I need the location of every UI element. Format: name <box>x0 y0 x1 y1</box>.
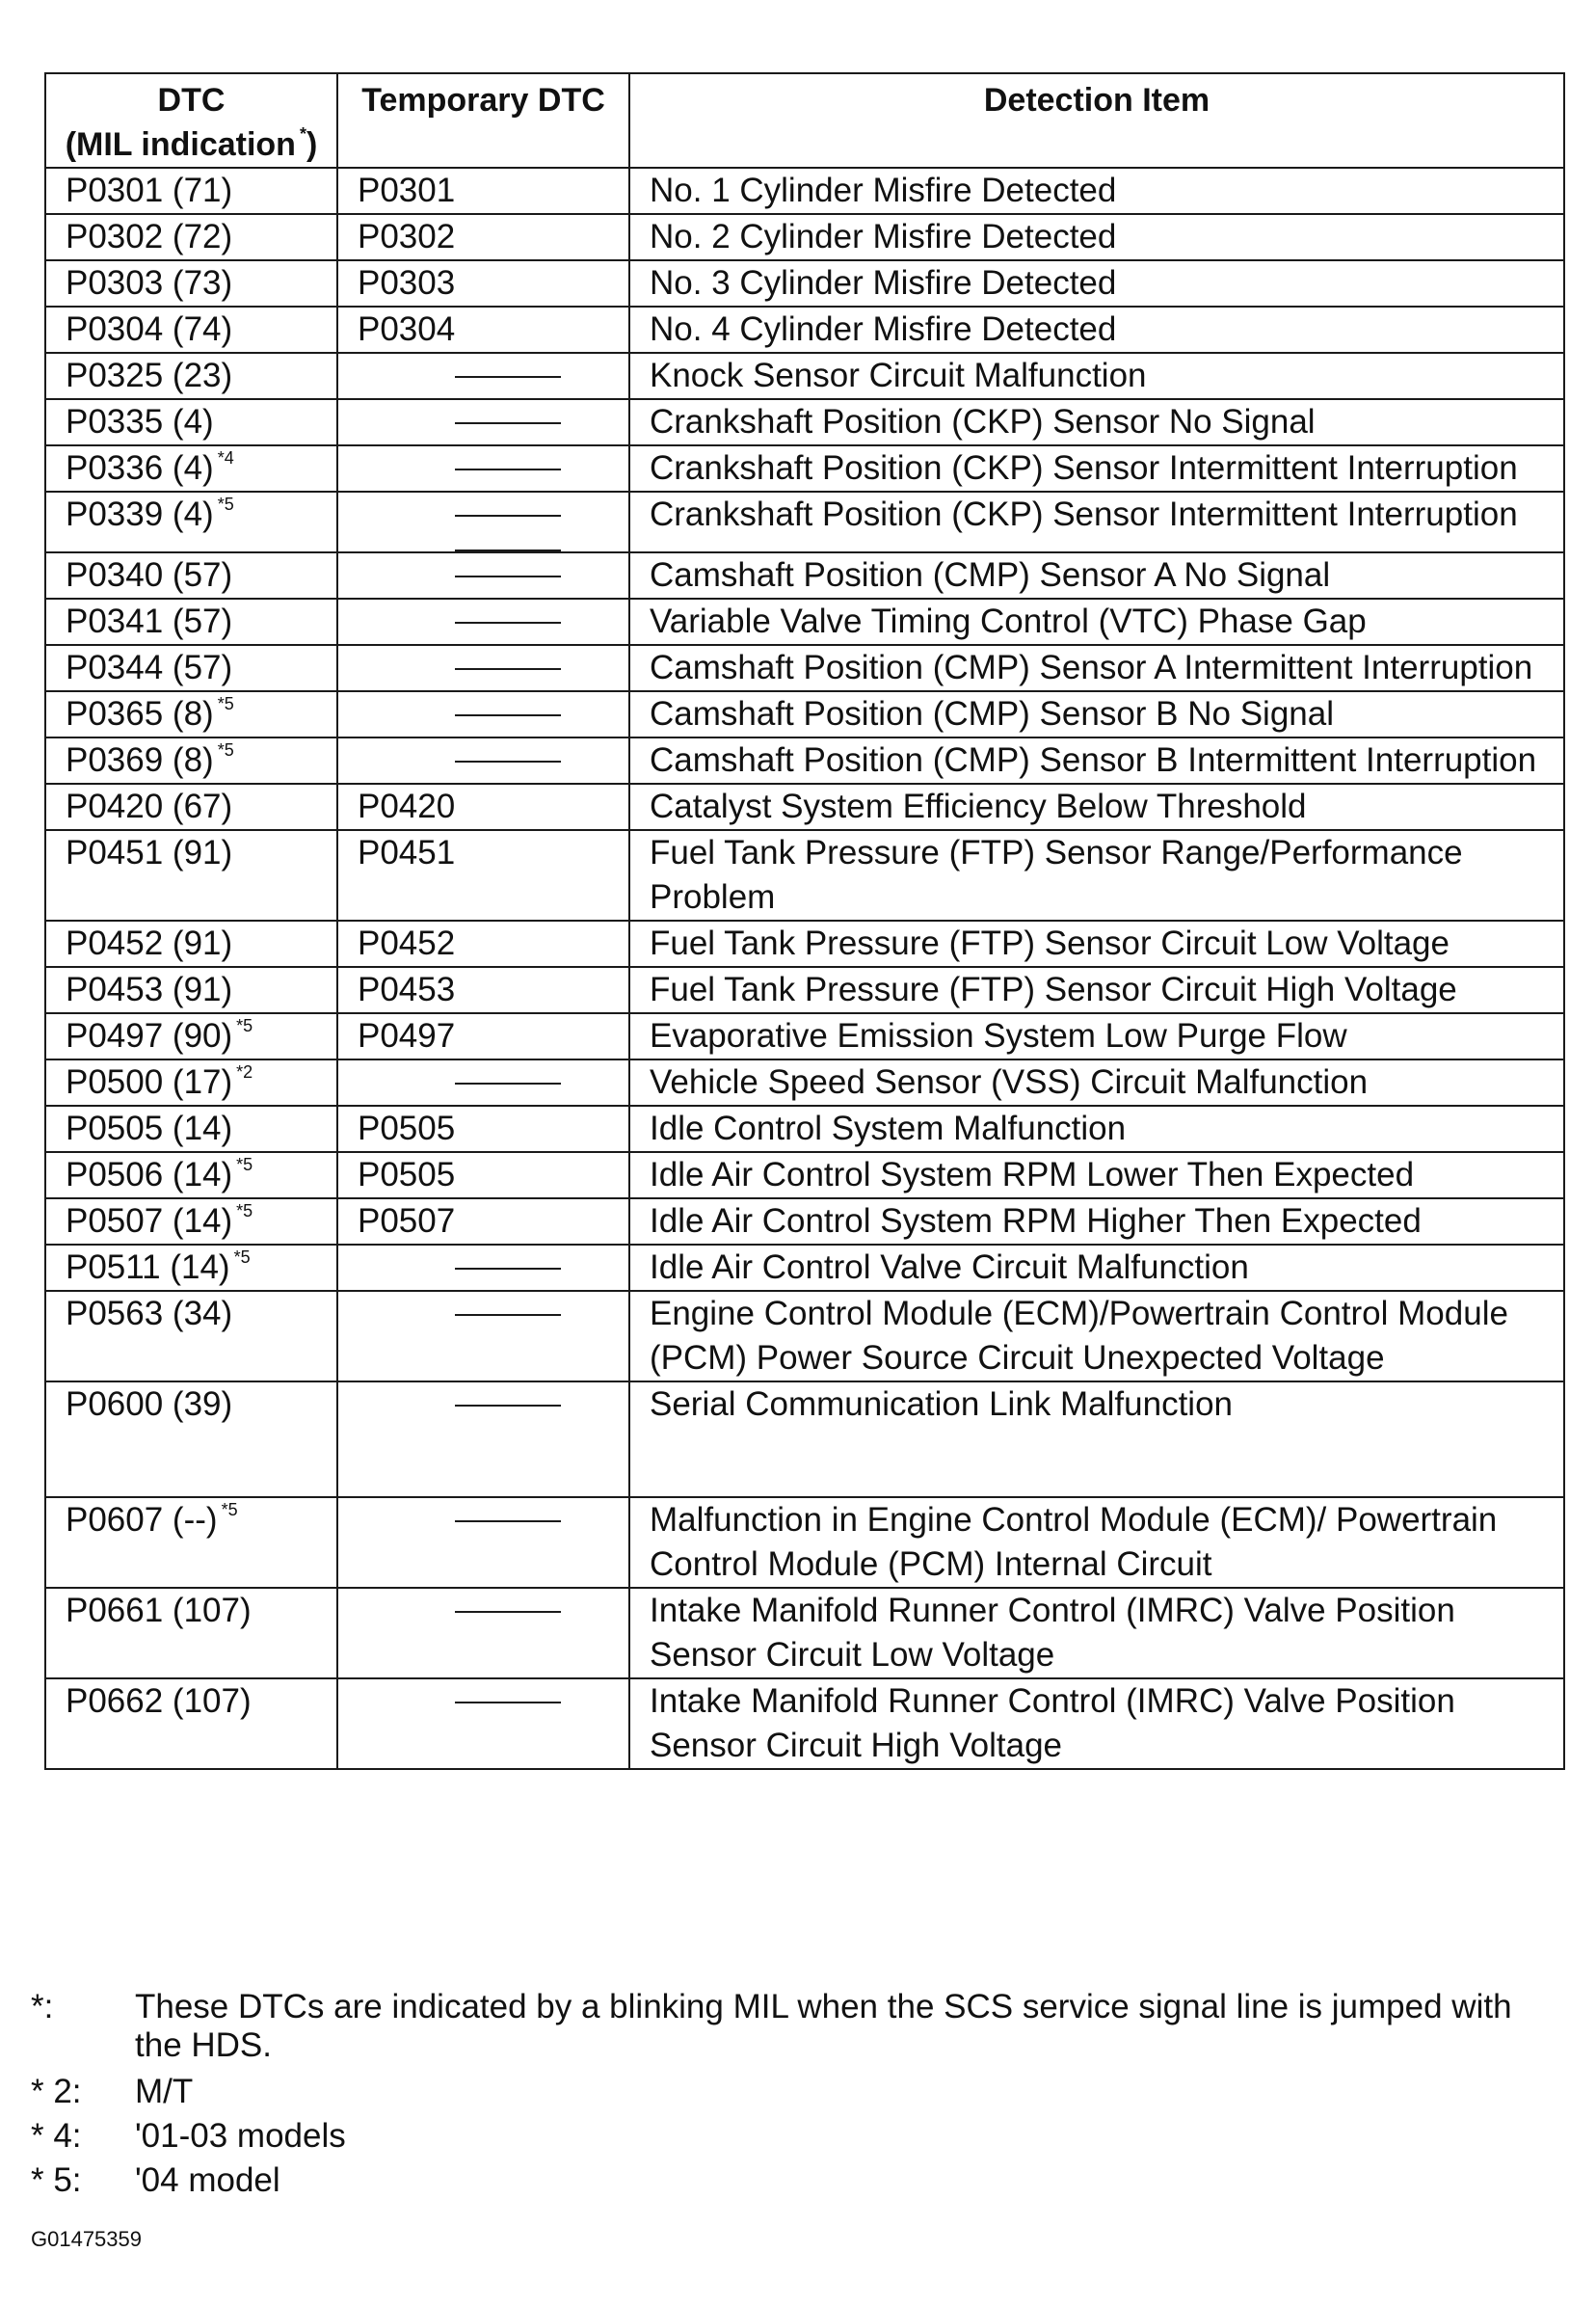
temporary-dtc-cell <box>337 445 629 492</box>
no-temporary-dtc-dash <box>455 668 561 670</box>
dtc-footnote-ref: *5 <box>217 694 234 713</box>
dtc-cell <box>45 1291 337 1381</box>
detection-item-cell: No. 2 Cylinder Misfire Detected <box>629 214 1564 260</box>
temporary-dtc-cell <box>337 599 629 645</box>
detection-item-cell: No. 3 Cylinder Misfire Detected <box>629 260 1564 307</box>
table-row <box>45 552 1564 599</box>
footnote <box>31 2161 1563 2200</box>
table-row <box>45 399 1564 445</box>
no-temporary-dtc-dash <box>455 422 561 424</box>
detection-item-cell: Serial Communication Link Malfunction <box>629 1381 1564 1497</box>
table-row <box>45 967 1564 1013</box>
header-mil-label <box>46 122 336 167</box>
footnote <box>31 2117 1563 2156</box>
dtc-code: P0607 (--) <box>66 1501 218 1539</box>
header-row <box>45 73 1564 168</box>
detection-item-cell: Crankshaft Position (CKP) Sensor No Signal <box>629 399 1564 445</box>
dtc-code: P0303 (73) <box>66 264 233 302</box>
temporary-dtc-cell <box>337 399 629 445</box>
dash-group <box>338 400 628 424</box>
no-temporary-dtc-dash <box>455 761 561 763</box>
dtc-footnote-ref: *5 <box>221 1500 238 1519</box>
dtc-code: P0500 (17) <box>66 1063 233 1101</box>
detection-item-cell: Idle Air Control System RPM Higher Then Expected <box>629 1198 1564 1245</box>
dtc-code: P0506 (14) <box>66 1156 233 1193</box>
dash-group <box>338 738 628 763</box>
dtc-cell <box>45 737 337 784</box>
dtc-code: P0505 (14) <box>66 1110 233 1147</box>
dtc-cell <box>45 599 337 645</box>
detection-item-cell: Fuel Tank Pressure (FTP) Sensor Circuit High Voltage <box>629 967 1564 1013</box>
dtc-code: P0336 (4) <box>66 449 214 487</box>
table-row <box>45 1013 1564 1059</box>
table-row <box>45 784 1564 830</box>
temporary-dtc-cell <box>337 353 629 399</box>
temporary-dtc-code: P0451 <box>358 834 456 871</box>
dtc-cell <box>45 492 337 552</box>
header-mil-text: (MIL indication <box>65 126 296 163</box>
dash-group <box>338 1679 628 1703</box>
temporary-dtc-code: P0453 <box>358 971 456 1008</box>
detection-item-cell: Camshaft Position (CMP) Sensor B No Signal <box>629 691 1564 737</box>
footnote-text: These DTCs are indicated by a blinking MIL when the SCS service signal line is jumped with the HDS. <box>135 1988 1512 2064</box>
no-temporary-dtc-dash <box>455 1405 561 1407</box>
dtc-code: P0340 (57) <box>66 556 233 594</box>
no-temporary-dtc-dash <box>455 1083 561 1085</box>
dtc-footnote-ref: *2 <box>236 1062 253 1082</box>
temporary-dtc-cell <box>337 1291 629 1381</box>
dtc-code: P0600 (39) <box>66 1385 233 1423</box>
detection-item-cell: Knock Sensor Circuit Malfunction <box>629 353 1564 399</box>
footnote-text: '01-03 models <box>135 2117 346 2155</box>
dtc-code: P0339 (4) <box>66 496 214 533</box>
dtc-footnote-ref: *5 <box>236 1016 253 1035</box>
temporary-dtc-cell <box>337 1198 629 1245</box>
temporary-dtc-cell <box>337 1245 629 1291</box>
footnote-text: M/T <box>135 2073 194 2110</box>
dtc-table-body <box>45 168 1564 1769</box>
no-temporary-dtc-dash <box>455 376 561 378</box>
dtc-cell <box>45 445 337 492</box>
dtc-table <box>44 72 1565 1770</box>
temporary-dtc-cell <box>337 1013 629 1059</box>
dash-group <box>338 493 628 551</box>
temporary-dtc-code: P0301 <box>358 172 456 209</box>
table-row <box>45 307 1564 353</box>
footnote <box>31 2073 1563 2111</box>
temporary-dtc-code: P0303 <box>358 264 456 302</box>
dtc-cell <box>45 552 337 599</box>
dtc-cell <box>45 967 337 1013</box>
dtc-code: P0661 (107) <box>66 1592 252 1629</box>
dtc-footnote-ref: *5 <box>217 495 234 514</box>
header-mil-sup: * <box>299 124 306 144</box>
temporary-dtc-cell <box>337 645 629 691</box>
table-row <box>45 1678 1564 1769</box>
temporary-dtc-code: P0505 <box>358 1110 456 1147</box>
detection-item-cell: Idle Air Control System RPM Lower Then Expected <box>629 1152 1564 1198</box>
dtc-code: P0304 (74) <box>66 310 233 348</box>
dtc-code: P0497 (90) <box>66 1017 233 1055</box>
dtc-cell <box>45 784 337 830</box>
table-row <box>45 353 1564 399</box>
dtc-cell <box>45 1497 337 1588</box>
dtc-cell <box>45 260 337 307</box>
table-row <box>45 260 1564 307</box>
table-row <box>45 691 1564 737</box>
detection-item-cell: Crankshaft Position (CKP) Sensor Intermittent Interruption <box>629 492 1564 552</box>
dtc-cell <box>45 399 337 445</box>
header-dtc <box>45 73 337 168</box>
dtc-code: P0452 (91) <box>66 925 233 962</box>
temporary-dtc-cell <box>337 168 629 214</box>
table-row <box>45 921 1564 967</box>
no-temporary-dtc-dash <box>455 1611 561 1613</box>
dtc-footnote-ref: *5 <box>236 1201 253 1220</box>
dtc-cell <box>45 1588 337 1678</box>
temporary-dtc-code: P0304 <box>358 310 456 348</box>
temporary-dtc-cell <box>337 307 629 353</box>
table-row <box>45 1245 1564 1291</box>
detection-item-cell: Crankshaft Position (CKP) Sensor Intermittent Interruption <box>629 445 1564 492</box>
dash-group <box>338 553 628 577</box>
no-temporary-dtc-dash <box>455 1314 561 1316</box>
temporary-dtc-cell <box>337 1497 629 1588</box>
dash-group <box>338 692 628 716</box>
temporary-dtc-cell <box>337 214 629 260</box>
detection-item-cell: No. 4 Cylinder Misfire Detected <box>629 307 1564 353</box>
dtc-cell <box>45 921 337 967</box>
temporary-dtc-cell <box>337 1678 629 1769</box>
no-temporary-dtc-dash <box>455 1268 561 1270</box>
dtc-cell <box>45 691 337 737</box>
no-temporary-dtc-dash <box>455 576 561 577</box>
temporary-dtc-cell <box>337 260 629 307</box>
footnote-mark: * 4: <box>31 2117 82 2155</box>
temporary-dtc-code: P0302 <box>358 218 456 255</box>
footnote-mark: *: <box>31 1988 54 2025</box>
dtc-cell <box>45 1013 337 1059</box>
dtc-cell <box>45 830 337 921</box>
detection-item-cell: Vehicle Speed Sensor (VSS) Circuit Malfunction <box>629 1059 1564 1106</box>
dash-group <box>338 600 628 624</box>
footnotes <box>31 1988 1563 2200</box>
dtc-cell <box>45 307 337 353</box>
dash-group <box>338 354 628 378</box>
table-row <box>45 1588 1564 1678</box>
detection-item-cell: Malfunction in Engine Control Module (ECM)/ Powertrain Control Module (PCM) Internal Circuit <box>629 1497 1564 1588</box>
dtc-code: P0662 (107) <box>66 1682 252 1720</box>
table-row <box>45 599 1564 645</box>
footnote-mark: * 2: <box>31 2073 82 2110</box>
dtc-code: P0365 (8) <box>66 695 214 733</box>
dash-group <box>338 1292 628 1316</box>
dtc-code: P0325 (23) <box>66 357 233 394</box>
dtc-cell <box>45 214 337 260</box>
dtc-footnote-ref: *5 <box>217 740 234 760</box>
dtc-code: P0301 (71) <box>66 172 233 209</box>
dtc-code: P0511 (14) <box>66 1248 230 1286</box>
detection-item-cell: Engine Control Module (ECM)/Powertrain Control Module (PCM) Power Source Circuit Unexpected Voltage <box>629 1291 1564 1381</box>
no-temporary-dtc-dash <box>455 1702 561 1703</box>
footnote-text: '04 model <box>135 2161 280 2199</box>
temporary-dtc-code: P0420 <box>358 788 456 825</box>
dash-group <box>338 646 628 670</box>
table-row <box>45 1059 1564 1106</box>
dtc-code: P0344 (57) <box>66 649 233 686</box>
table-row <box>45 168 1564 214</box>
dtc-code: P0369 (8) <box>66 741 214 779</box>
temporary-dtc-code: P0507 <box>358 1202 456 1240</box>
detection-item-cell: Intake Manifold Runner Control (IMRC) Valve Position Sensor Circuit Low Voltage <box>629 1588 1564 1678</box>
table-row <box>45 737 1564 784</box>
temporary-dtc-cell <box>337 784 629 830</box>
image-code: G01475359 <box>31 2227 142 2251</box>
detection-item-cell: Evaporative Emission System Low Purge Flow <box>629 1013 1564 1059</box>
dtc-cell <box>45 353 337 399</box>
footnote-mark: * 5: <box>31 2161 82 2199</box>
dtc-cell <box>45 645 337 691</box>
dtc-cell <box>45 1245 337 1291</box>
detection-item-cell: Idle Control System Malfunction <box>629 1106 1564 1152</box>
table-row <box>45 830 1564 921</box>
no-temporary-dtc-dash <box>455 622 561 624</box>
no-temporary-dtc-dash <box>455 469 561 470</box>
dtc-cell <box>45 1106 337 1152</box>
detection-item-cell: No. 1 Cylinder Misfire Detected <box>629 168 1564 214</box>
table-row <box>45 492 1564 552</box>
dash-group <box>338 1589 628 1613</box>
dtc-code: P0335 (4) <box>66 403 214 441</box>
detection-item-cell: Intake Manifold Runner Control (IMRC) Valve Position Sensor Circuit High Voltage <box>629 1678 1564 1769</box>
temporary-dtc-cell <box>337 830 629 921</box>
temporary-dtc-cell <box>337 1588 629 1678</box>
temporary-dtc-cell <box>337 1106 629 1152</box>
detection-item-cell: Fuel Tank Pressure (FTP) Sensor Circuit Low Voltage <box>629 921 1564 967</box>
dtc-footnote-ref: *5 <box>236 1155 253 1174</box>
table-row <box>45 445 1564 492</box>
no-temporary-dtc-dash <box>455 550 561 551</box>
dtc-code: P0453 (91) <box>66 971 233 1008</box>
temporary-dtc-cell <box>337 737 629 784</box>
temporary-dtc-code: P0505 <box>358 1156 456 1193</box>
dtc-footnote-ref: *5 <box>233 1247 251 1267</box>
dash-group <box>338 1498 628 1522</box>
temporary-dtc-cell <box>337 1381 629 1497</box>
dtc-cell <box>45 1198 337 1245</box>
table-row <box>45 214 1564 260</box>
dtc-footnote-ref: *4 <box>217 448 234 468</box>
temporary-dtc-code: P0497 <box>358 1017 456 1055</box>
no-temporary-dtc-dash <box>455 515 561 517</box>
no-temporary-dtc-dash <box>455 1520 561 1522</box>
table-row <box>45 1198 1564 1245</box>
table-row <box>45 1291 1564 1381</box>
detection-item-cell: Camshaft Position (CMP) Sensor B Intermittent Interruption <box>629 737 1564 784</box>
detection-item-cell: Variable Valve Timing Control (VTC) Phase Gap <box>629 599 1564 645</box>
dtc-code: P0451 (91) <box>66 834 233 871</box>
table-row <box>45 1106 1564 1152</box>
temporary-dtc-cell <box>337 552 629 599</box>
detection-item-cell: Camshaft Position (CMP) Sensor A No Signal <box>629 552 1564 599</box>
detection-item-cell: Fuel Tank Pressure (FTP) Sensor Range/Performance Problem <box>629 830 1564 921</box>
dtc-code: P0302 (72) <box>66 218 233 255</box>
temporary-dtc-cell <box>337 1059 629 1106</box>
dtc-code: P0420 (67) <box>66 788 233 825</box>
dtc-cell <box>45 168 337 214</box>
temporary-dtc-cell <box>337 492 629 552</box>
table-row <box>45 1152 1564 1198</box>
temporary-dtc-cell <box>337 1152 629 1198</box>
dash-group <box>338 1246 628 1270</box>
dash-group <box>338 1060 628 1085</box>
dash-group <box>338 446 628 470</box>
dtc-cell <box>45 1152 337 1198</box>
dtc-cell <box>45 1678 337 1769</box>
dtc-cell <box>45 1059 337 1106</box>
dash-group <box>338 1382 628 1407</box>
dtc-code: P0563 (34) <box>66 1295 233 1332</box>
header-mil-close: ) <box>306 126 318 163</box>
detection-item-cell: Camshaft Position (CMP) Sensor A Intermittent Interruption <box>629 645 1564 691</box>
temporary-dtc-code: P0452 <box>358 925 456 962</box>
header-detection-item: Detection Item <box>629 73 1564 168</box>
header-temporary-dtc: Temporary DTC <box>337 73 629 168</box>
table-row <box>45 1381 1564 1497</box>
header-dtc-label: DTC <box>157 82 226 119</box>
detection-item-cell: Catalyst System Efficiency Below Threshold <box>629 784 1564 830</box>
detection-item-cell: Idle Air Control Valve Circuit Malfunction <box>629 1245 1564 1291</box>
temporary-dtc-cell <box>337 691 629 737</box>
table-row <box>45 645 1564 691</box>
no-temporary-dtc-dash <box>455 714 561 716</box>
temporary-dtc-cell <box>337 921 629 967</box>
temporary-dtc-cell <box>337 967 629 1013</box>
dtc-code: P0341 (57) <box>66 603 233 640</box>
dtc-cell <box>45 1381 337 1497</box>
dtc-code: P0507 (14) <box>66 1202 233 1240</box>
footnote <box>31 1988 1563 2065</box>
table-row <box>45 1497 1564 1588</box>
